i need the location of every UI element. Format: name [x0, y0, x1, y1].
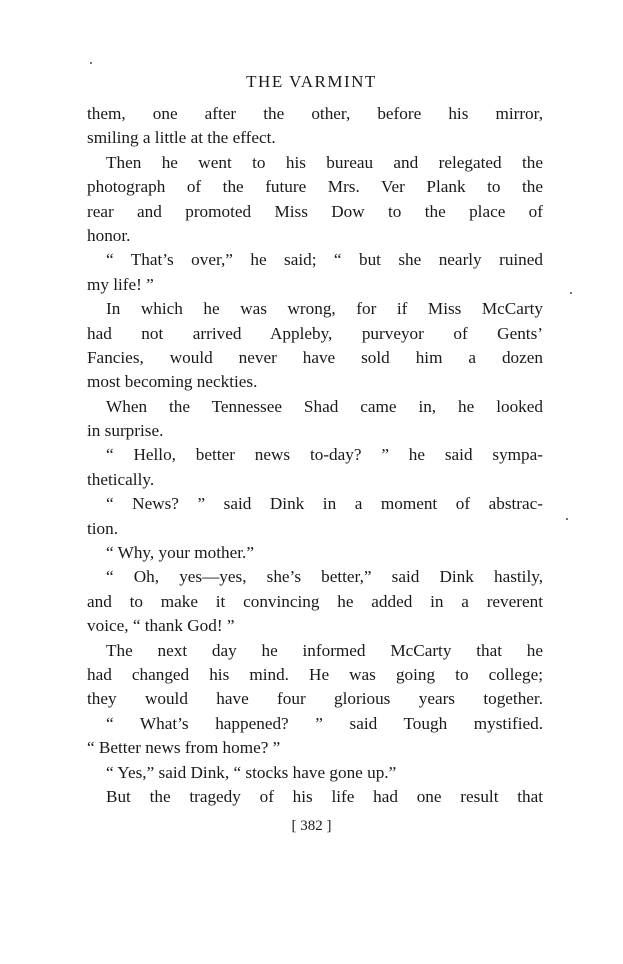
- text-line: In which he was wrong, for if Miss McCarty: [106, 299, 543, 319]
- text-line: voice, “ thank God! ”: [87, 616, 235, 636]
- text-line: thetically.: [87, 469, 155, 489]
- text-line: them, one after the other, before his mirror,: [87, 104, 543, 123]
- text-line: and to make it convincing he added in a reverent: [87, 591, 543, 611]
- text-line: Then he went to his bureau and relegated the: [106, 152, 543, 172]
- text-line: “ Oh, yes—yes, she’s better,” said Dink hastily,: [106, 567, 543, 587]
- text-line: in surprise.: [87, 421, 164, 441]
- text-line: had changed his mind. He was going to college;: [87, 664, 543, 684]
- text-line: “ Why, your mother.”: [106, 543, 254, 563]
- page-number: [ 382 ]: [291, 818, 332, 834]
- text-line: When the Tennessee Shad came in, he looked: [106, 396, 543, 416]
- text-line: honor.: [87, 225, 131, 245]
- text-line: they would have four glorious years together.: [87, 689, 543, 709]
- running-head: THE VARMINT: [246, 72, 377, 91]
- text-line: “ News? ” said Dink in a moment of abstrac-: [106, 494, 543, 514]
- print-speck: [566, 518, 568, 520]
- text-line: smiling a little at the effect.: [87, 128, 276, 148]
- text-line: photograph of the future Mrs. Ver Plank to the: [87, 177, 543, 197]
- text-line: my life! ”: [87, 274, 154, 294]
- text-line: “ Hello, better news to-day? ” he said sympa-: [106, 445, 543, 465]
- print-speck: [90, 62, 92, 64]
- text-line: “ Better news from home? ”: [87, 738, 281, 758]
- text-line: most becoming neckties.: [87, 372, 258, 392]
- body-text: [87, 102, 543, 809]
- print-speck: [570, 292, 572, 294]
- text-line: The next day he informed McCarty that he: [106, 640, 543, 660]
- text-line: “ Yes,” said Dink, “ stocks have gone up.”: [106, 762, 397, 782]
- text-line: had not arrived Appleby, purveyor of Gents’: [87, 323, 543, 343]
- text-line: “ That’s over,” he said; “ but she nearly ruined: [106, 250, 543, 270]
- text-line: rear and promoted Miss Dow to the place of: [87, 201, 543, 221]
- text-line: But the tragedy of his life had one result that: [106, 786, 543, 806]
- text-line: “ What’s happened? ” said Tough mystified.: [106, 713, 543, 733]
- text-line: Fancies, would never have sold him a dozen: [87, 347, 543, 367]
- text-line: tion.: [87, 518, 119, 538]
